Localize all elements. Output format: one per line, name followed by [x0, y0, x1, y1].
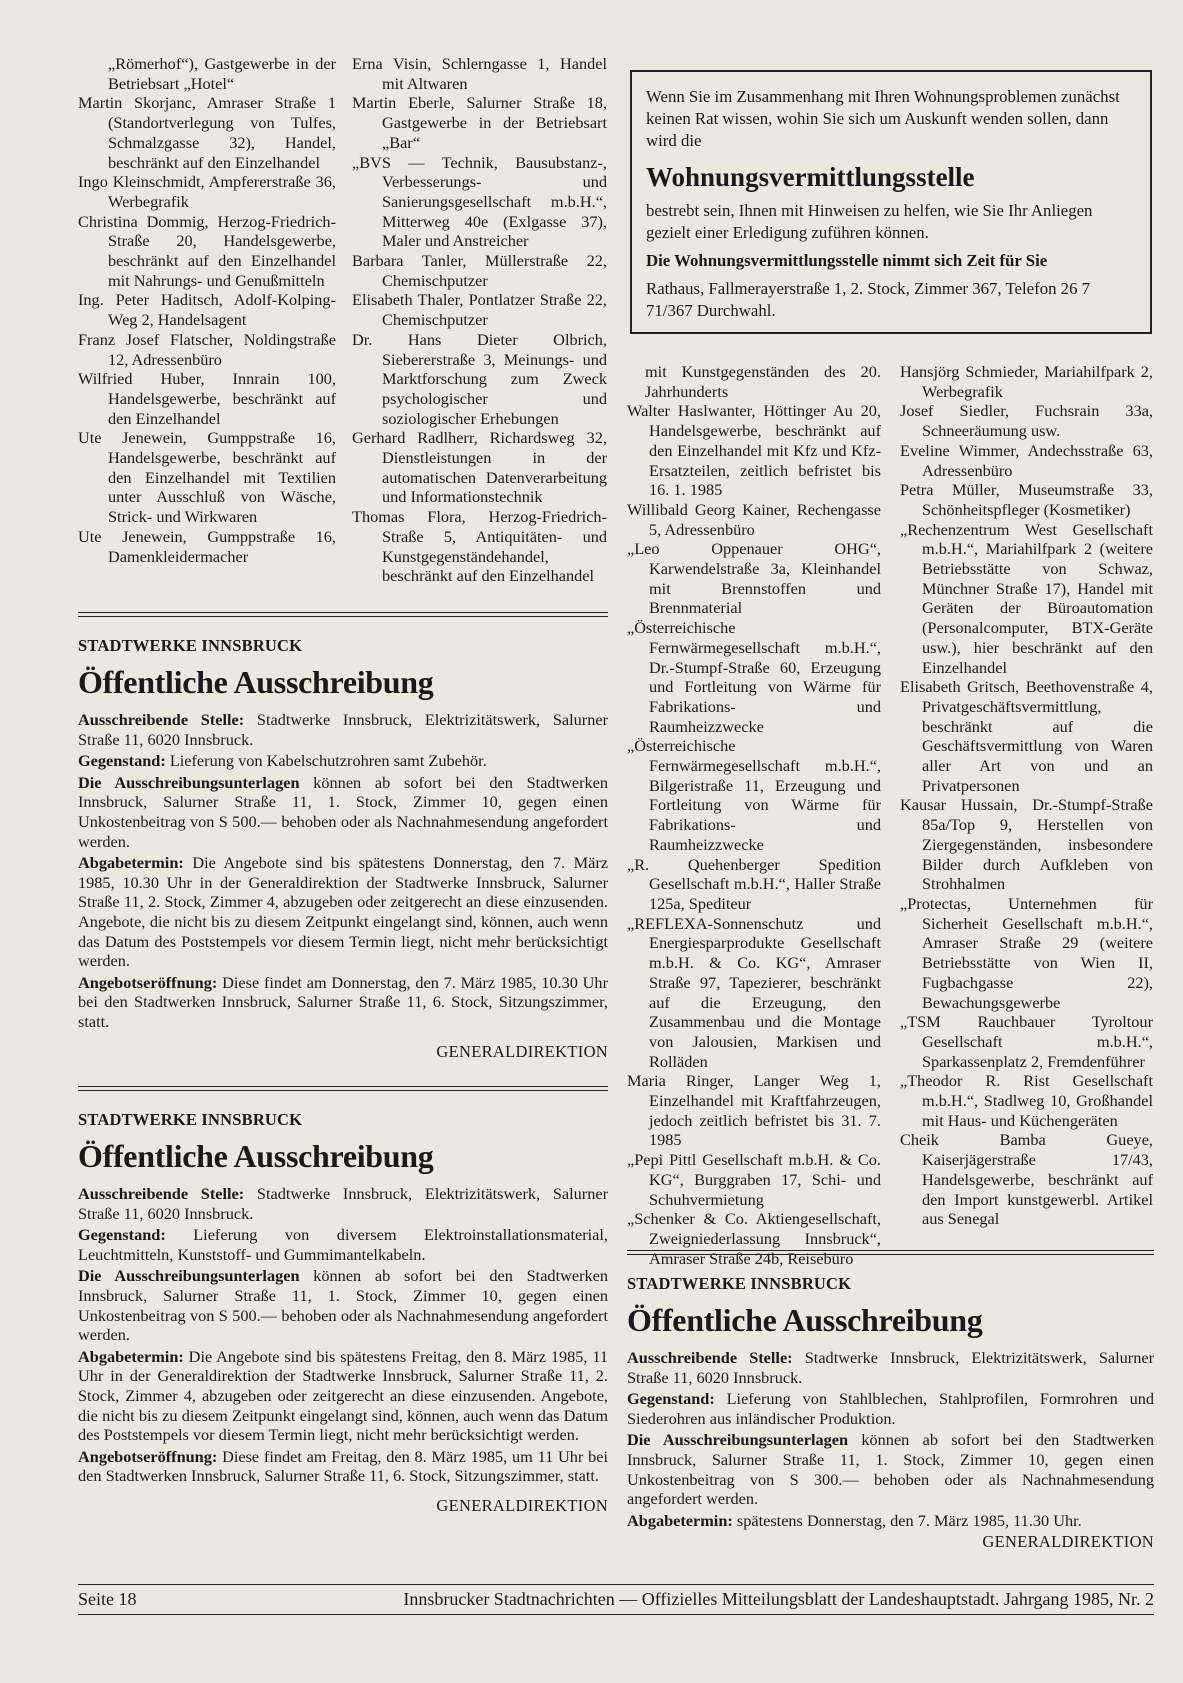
list-item: Maria Ringer, Langer Weg 1, Einzelhandel mit Kraftfahrzeugen, jedoch zeitlich befristet bis 31. 7. 1985 — [627, 1071, 881, 1150]
list-item: „Theodor R. Rist Gesellschaft m.b.H.“, Stadlweg 10, Großhandel mit Haus- und Küchengeräten — [900, 1071, 1153, 1130]
tender-opening: Angebotseröffnung: Diese findet am Freitag, den 8. März 1985, um 11 Uhr bei den Stadtwerken Innsbruck, Salurner Straße 11, 6. Stock, Sitzungszimmer, statt. — [78, 1446, 608, 1486]
list-item: „Römerhof“), Gastgewerbe in der Betriebsart „Hotel“ — [108, 54, 336, 93]
list-item: Martin Eberle, Salurner Straße 18, Gastgewerbe in der Betriebsart „Bar“ — [352, 93, 607, 152]
tender-headline: Öffentliche Ausschreibung — [78, 1138, 434, 1174]
tender-issuer: Ausschreibende Stelle: Stadtwerke Innsbruck, Elektrizitätswerk, Salurner Straße 11, 6020 Innsbruck. — [627, 1348, 1154, 1387]
tender-opening: Angebotseröffnung: Diese findet am Donnerstag, den 7. März 1985, 10.30 Uhr bei den Stadtwerken Innsbruck, Salurner Straße 11, 6. Stock, Sitzungszimmer, statt. — [78, 972, 608, 1031]
list-item: Cheik Bamba Gueye, Kaiserjägerstraße 17/43, Handelsgewerbe, beschränkt auf den Import kunstgewerbl. Artikel aus Senegal — [900, 1130, 1153, 1229]
tender-deadline: Abgabetermin: spätestens Donnerstag, den 7. März 1985, 11.30 Uhr. — [627, 1510, 1082, 1530]
registry-column-2 — [352, 54, 607, 586]
list-item: Dr. Hans Dieter Olbrich, Siebererstraße 3, Meinungs- und Marktforschung zum Zweck psychologischer und soziologischer Erhebungen — [352, 329, 607, 428]
footer-rule-top — [78, 1584, 1154, 1585]
list-item: Petra Müller, Museumstraße 33, Schönheitspfleger (Kosmetiker) — [900, 480, 1153, 519]
list-item: „Schenker & Co. Aktiengesellschaft, Zweigniederlassung Innsbruck“, Amraser Straße 24b, Reisebüro — [627, 1209, 881, 1268]
tender-subject: Gegenstand: Lieferung von Kabelschutzrohren samt Zubehör. — [78, 751, 487, 771]
tender-notice-3 — [627, 1274, 1154, 1552]
notice-intro: Wenn Sie im Zusammenhang mit Ihren Wohnungsproblemen zunächst keinen Rat wissen, wohin Sie sich um Auskunft wenden sollen, dann wird die — [646, 87, 1120, 150]
list-item: Josef Siedler, Fuchsrain 33a, Schneeräumung usw. — [900, 401, 1153, 441]
tender-subject: Gegenstand: Lieferung von diversem Elektroinstallationsmaterial, Leuchtmitteln, Kunststoff- und Gummimantelkabeln. — [78, 1225, 608, 1264]
tender-kicker: STADTWERKE INNSBRUCK — [78, 636, 303, 655]
list-item: Erna Visin, Schlerngasse 1, Handel mit Altwaren — [352, 54, 607, 93]
tender-notice-2 — [78, 1110, 608, 1516]
list-item: Martin Skorjanc, Amraser Straße 1 (Standortverlegung von Tulfes, Schmalzgasse 32), Handel, beschränkt auf den Einzelhandel — [78, 93, 336, 172]
tender-signature: GENERALDIREKTION — [436, 1041, 608, 1061]
housing-office-notice — [630, 70, 1152, 334]
footer-rule-bottom — [78, 1614, 1154, 1615]
tender-documents: Die Ausschreibungsunterlagen können ab sofort bei den Stadtwerken Innsbruck, Salurner Straße 11, 1. Stock, Zimmer 10, gegen einen Unkostenbeitrag von S 500.— behoben oder als Nachnahmesendung angefordert werden. — [78, 1266, 609, 1345]
list-item: „Österreichische Fernwärmegesellschaft m.b.H.“, Dr.-Stumpf-Straße 60, Erzeugung und Fortleitung von Wärme für Fabrikations- und Raumheizzwecke — [627, 618, 881, 736]
tender-kicker: STADTWERKE INNSBRUCK — [627, 1274, 852, 1293]
list-item: Franz Josef Flatscher, Noldingstraße 12, Adressenbüro — [78, 329, 336, 369]
tender-documents: Die Ausschreibungsunterlagen können ab sofort bei den Stadtwerken Innsbruck, Salurner Straße 11, 1. Stock, Zimmer 10, gegen einen Unkostenbeitrag von S 500.— behoben oder als Nachnahmesendung angefordert werden. — [78, 772, 609, 851]
list-item: „Pepi Pittl Gesellschaft m.b.H. & Co. KG“, Burggraben 17, Schi- und Schuhvermietung — [627, 1150, 881, 1209]
list-item: Ingo Kleinschmidt, Ampfererstraße 36, Werbegrafik — [78, 172, 336, 211]
notice-contact: Rathaus, Fallmerayerstraße 1, 2. Stock, Zimmer 367, Telefon 26 7 71/367 Durchwahl. — [646, 279, 1091, 320]
tender-subject: Gegenstand: Lieferung von Stahlblechen, Stahlprofilen, Formrohren und Siederohren aus inländischer Produktion. — [627, 1389, 1154, 1428]
list-item: mit Kunstgegenständen des 20. Jahrhunderts — [645, 362, 881, 401]
registry-column-1 — [78, 54, 336, 566]
list-item: Barbara Tanler, Müllerstraße 22, Chemischputzer — [352, 251, 607, 290]
tender-kicker: STADTWERKE INNSBRUCK — [78, 1110, 303, 1129]
list-item: Thomas Flora, Herzog-Friedrich-Straße 5, Antiquitäten- und Kunstgegenständehandel, beschränkt auf den Einzelhandel — [352, 507, 607, 586]
list-item: Eveline Wimmer, Andechsstraße 63, Adressenbüro — [900, 440, 1153, 480]
list-item: Ute Jenewein, Gumppstraße 16, Damenkleidermacher — [78, 526, 336, 566]
list-item: Wilfried Huber, Innrain 100, Handelsgewerbe, beschränkt auf den Einzelhandel — [78, 369, 336, 428]
tender-headline: Öffentliche Ausschreibung — [627, 1302, 983, 1338]
list-item: Gerhard Radlherr, Richardsweg 32, Dienstleistungen in der automatischen Datenverarbeitung und Informationstechnik — [352, 428, 607, 507]
notice-emphasis: Die Wohnungsvermittlungsstelle nimmt sich Zeit für Sie — [646, 251, 1048, 270]
list-item: „Protectas, Unternehmen für Sicherheit Gesellschaft m.b.H.“, Amraser Straße 29 (weitere Betriebsstätte von Wien II, Fugbachgasse 22), Bewachungsgewerbe — [900, 893, 1153, 1012]
tender-deadline: Abgabetermin: Die Angebote sind bis spätestens Donnerstag, den 7. März 1985, 10.30 Uhr in der Generaldirektion der Stadtwerke Innsbruck, Salurner Straße 11, 2. Stock, Zimmer 4, abzugeben oder zeitgerecht an diese einzusenden. Angebote, die nicht bis zu diesem Zeitpunkt eingelangt sind, können, auch wenn das Datum des Poststempels vor diesem Termin liegt, nicht mehr berücksichtigt werden. — [78, 853, 608, 971]
tender-issuer: Ausschreibende Stelle: Stadtwerke Innsbruck, Elektrizitätswerk, Salurner Straße 11, 6020 Innsbruck. — [78, 1184, 608, 1223]
notice-title: Wohnungsvermittlungsstelle — [646, 162, 975, 192]
tender-headline: Öffentliche Ausschreibung — [78, 664, 434, 700]
list-item: Elisabeth Thaler, Pontlatzer Straße 22, Chemischputzer — [352, 290, 607, 330]
publication-line: Innsbrucker Stadtnachrichten — Offizielles Mitteilungsblatt der Landeshauptstadt. Jahrgang 1985, Nr. 2 — [403, 1589, 1154, 1609]
list-item: Willibald Georg Kainer, Rechengasse 5, Adressenbüro — [627, 499, 881, 539]
list-item: Kausar Hussain, Dr.-Stumpf-Straße 85a/Top 9, Herstellen von Ziergegenständen, insbesondere Bilder durch Aufkleben von Strohhalmen — [900, 795, 1153, 894]
tender-notice-1 — [78, 636, 608, 1062]
page-number: Seite 18 — [78, 1589, 137, 1609]
tender-documents: Die Ausschreibungsunterlagen können ab sofort bei den Stadtwerken Innsbruck, Salurner Straße 11, 1. Stock, Zimmer 10, gegen einen Unkostenbeitrag von S 300.— behoben oder als Nachnahmesendung angefordert werden. — [627, 1430, 1154, 1509]
tender-signature: GENERALDIREKTION — [436, 1495, 608, 1515]
list-item: Elisabeth Gritsch, Beethovenstraße 4, Privatgeschäftsvermittlung, beschränkt auf die Geschäftsvermittlung von Waren aller Art von und an Privatpersonen — [900, 677, 1153, 795]
tender-signature: GENERALDIREKTION — [982, 1532, 1154, 1552]
list-item: „BVS — Technik, Bausubstanz-, Verbesserungs- und Sanierungsgesellschaft m.b.H.“, Mitterweg 40e (Exlgasse 37), Maler und Anstreicher — [352, 152, 607, 251]
list-item: „Leo Oppenauer OHG“, Karwendelstraße 3a, Kleinhandel mit Brennstoffen und Brennmaterial — [627, 539, 881, 618]
tender-deadline: Abgabetermin: Die Angebote sind bis spätestens Freitag, den 8. März 1985, 11 Uhr in der Generaldirektion der Stadtwerke Innsbruck, Salurner Straße 11, 2. Stock, Zimmer 4, abzugeben oder zeitgerecht an diese einzusenden. Angebote, die nicht bis zu diesem Zeitpunkt eingelangt sind, können, auch wenn das Datum des Poststempels vor diesem Termin liegt, nicht mehr berücksichtigt werden. — [78, 1346, 608, 1445]
section-divider — [627, 1250, 1154, 1255]
list-item: „REFLEXA-Sonnenschutz und Energiesparprodukte Gesellschaft m.b.H. & Co. KG“, Amraser Straße 97, Tapezierer, beschränkt auf die Erzeugung, den Zusammenbau und die Montage von Jalousien, Markisen und Rolläden — [627, 913, 881, 1071]
list-item: Hansjörg Schmieder, Mariahilfpark 2, Werbegrafik — [900, 362, 1153, 401]
list-item: „R. Quehenberger Spedition Gesellschaft m.b.H.“, Haller Straße 125a, Spediteur — [627, 854, 881, 913]
list-item: Christina Dommig, Herzog-Friedrich-Straße 20, Handelsgewerbe, beschränkt auf den Einzelhandel mit Nahrungs- und Genußmitteln — [78, 211, 336, 290]
list-item: Ute Jenewein, Gumppstraße 16, Handelsgewerbe, beschränkt auf den Einzelhandel mit Textilien unter Ausschluß von Wäsche, Strick- und Wirkwaren — [78, 428, 336, 527]
list-item: „Rechenzentrum West Gesellschaft m.b.H.“, Mariahilfpark 2 (weitere Betriebsstätte von Schwaz, Münchner Straße 17), Handel mit Geräten der Büroautomation (Personalcomputer, BTX-Geräte usw.), hier beschränkt auf den Einzelhandel — [900, 519, 1153, 677]
list-item: Walter Haslwanter, Höttinger Au 20, Handelsgewerbe, beschränkt auf den Einzelhandel mit Kfz und Kfz-Ersatzteilen, zeitlich befristet bis 16. 1. 1985 — [627, 401, 881, 500]
notice-text: bestrebt sein, Ihnen mit Hinweisen zu helfen, wie Sie Ihr Anliegen gezielt einer Erledigung zuführen können. — [646, 201, 1093, 242]
tender-issuer: Ausschreibende Stelle: Stadtwerke Innsbruck, Elektrizitätswerk, Salurner Straße 11, 6020 Innsbruck. — [78, 710, 608, 749]
list-item: Ing. Peter Haditsch, Adolf-Kolping-Weg 2, Handelsagent — [78, 290, 336, 330]
registry-column-4 — [900, 362, 1153, 1229]
list-item: „Österreichische Fernwärmegesellschaft m.b.H.“, Bilgeristraße 11, Erzeugung und Fortleitung von Wärme für Fabrikations- und Raumheizzwecke — [627, 736, 881, 854]
section-divider — [78, 612, 608, 617]
list-item: „TSM Rauchbauer Tyroltour Gesellschaft m.b.H.“, Sparkassenplatz 2, Fremdenführer — [900, 1012, 1153, 1071]
section-divider — [78, 1086, 608, 1091]
registry-column-3 — [627, 362, 881, 1268]
